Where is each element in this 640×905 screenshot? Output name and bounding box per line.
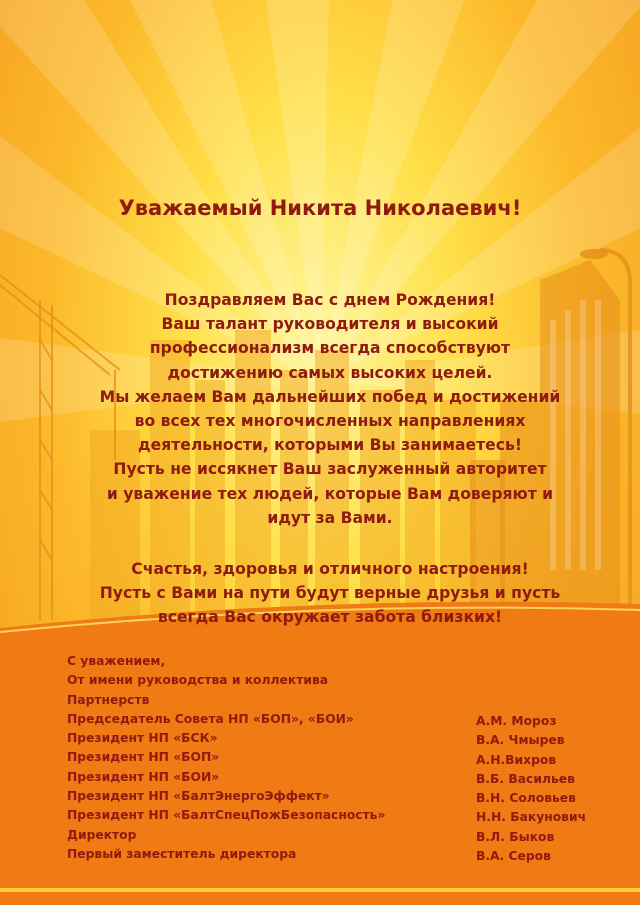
signature-title-line: Председатель Совета НП «БОП», «БОИ» — [67, 711, 354, 726]
body-line: деятельности, которыми Вы занимаетесь! — [138, 436, 522, 455]
wish-line: Счастья, здоровья и отличного настроения! — [131, 560, 529, 578]
body-line: идут за Вами. — [267, 508, 393, 527]
signature-title-line: Президент НП «БСК» — [67, 731, 218, 746]
signature-names — [476, 712, 636, 866]
body-line: и уважение тех людей, которые Вам доверяют и — [106, 484, 554, 503]
body-line: во всех тех многочисленных направлениях — [134, 412, 526, 431]
signature-title-line: Президент НП «БалтЭнергоЭффект» — [67, 789, 330, 804]
signature-name: В.А. Чмырев — [476, 733, 565, 748]
wish-line: всегда Вас окружает забота близких! — [157, 608, 503, 627]
signature-title-line: Президент НП «БОИ» — [67, 769, 220, 784]
body-line: Пусть не иссякнет Ваш заслуженный авторитет — [113, 460, 547, 479]
congratulation-text — [80, 288, 580, 530]
signature-name: А.М. Мороз — [476, 714, 557, 728]
signature-title-line: С уважением, — [67, 654, 166, 668]
signature-name: А.Н.Вихров — [476, 752, 557, 767]
wish-line: Пусть с Вами на пути будут верные друзья и пусть — [99, 584, 561, 603]
signature-name: В.Б. Васильев — [476, 771, 575, 786]
signature-name: В.Л. Быков — [476, 829, 555, 844]
signature-name: В.Н. Соловьев — [476, 791, 576, 806]
signature-name: В.А. Серов — [476, 849, 551, 864]
signature-title-line: От имени руководства и коллектива — [67, 673, 329, 688]
wishes-text — [70, 557, 590, 630]
body-line: достижению самых высоких целей. — [167, 363, 493, 382]
signature-title-line: Первый заместитель директора — [67, 846, 297, 861]
signature-name: Н.Н. Бакунович — [476, 810, 587, 825]
signature-title-line: Президент НП «БалтСпецПожБезопасность» — [67, 808, 386, 823]
greeting-title: Уважаемый Никита Николаевич! — [118, 196, 522, 220]
signature-titles — [67, 652, 457, 864]
body-line: профессионализм всегда способствуют — [149, 339, 511, 358]
body-line: Мы желаем Вам дальнейших побед и достижений — [99, 387, 561, 406]
body-line: Поздравляем Вас с днем Рождения! — [164, 291, 496, 309]
signature-title-line: Партнерств — [67, 692, 150, 707]
body-line: Ваш талант руководителя и высокий — [161, 315, 499, 334]
signature-title-line: Директор — [67, 827, 137, 842]
signature-title-line: Президент НП «БОП» — [67, 750, 220, 765]
